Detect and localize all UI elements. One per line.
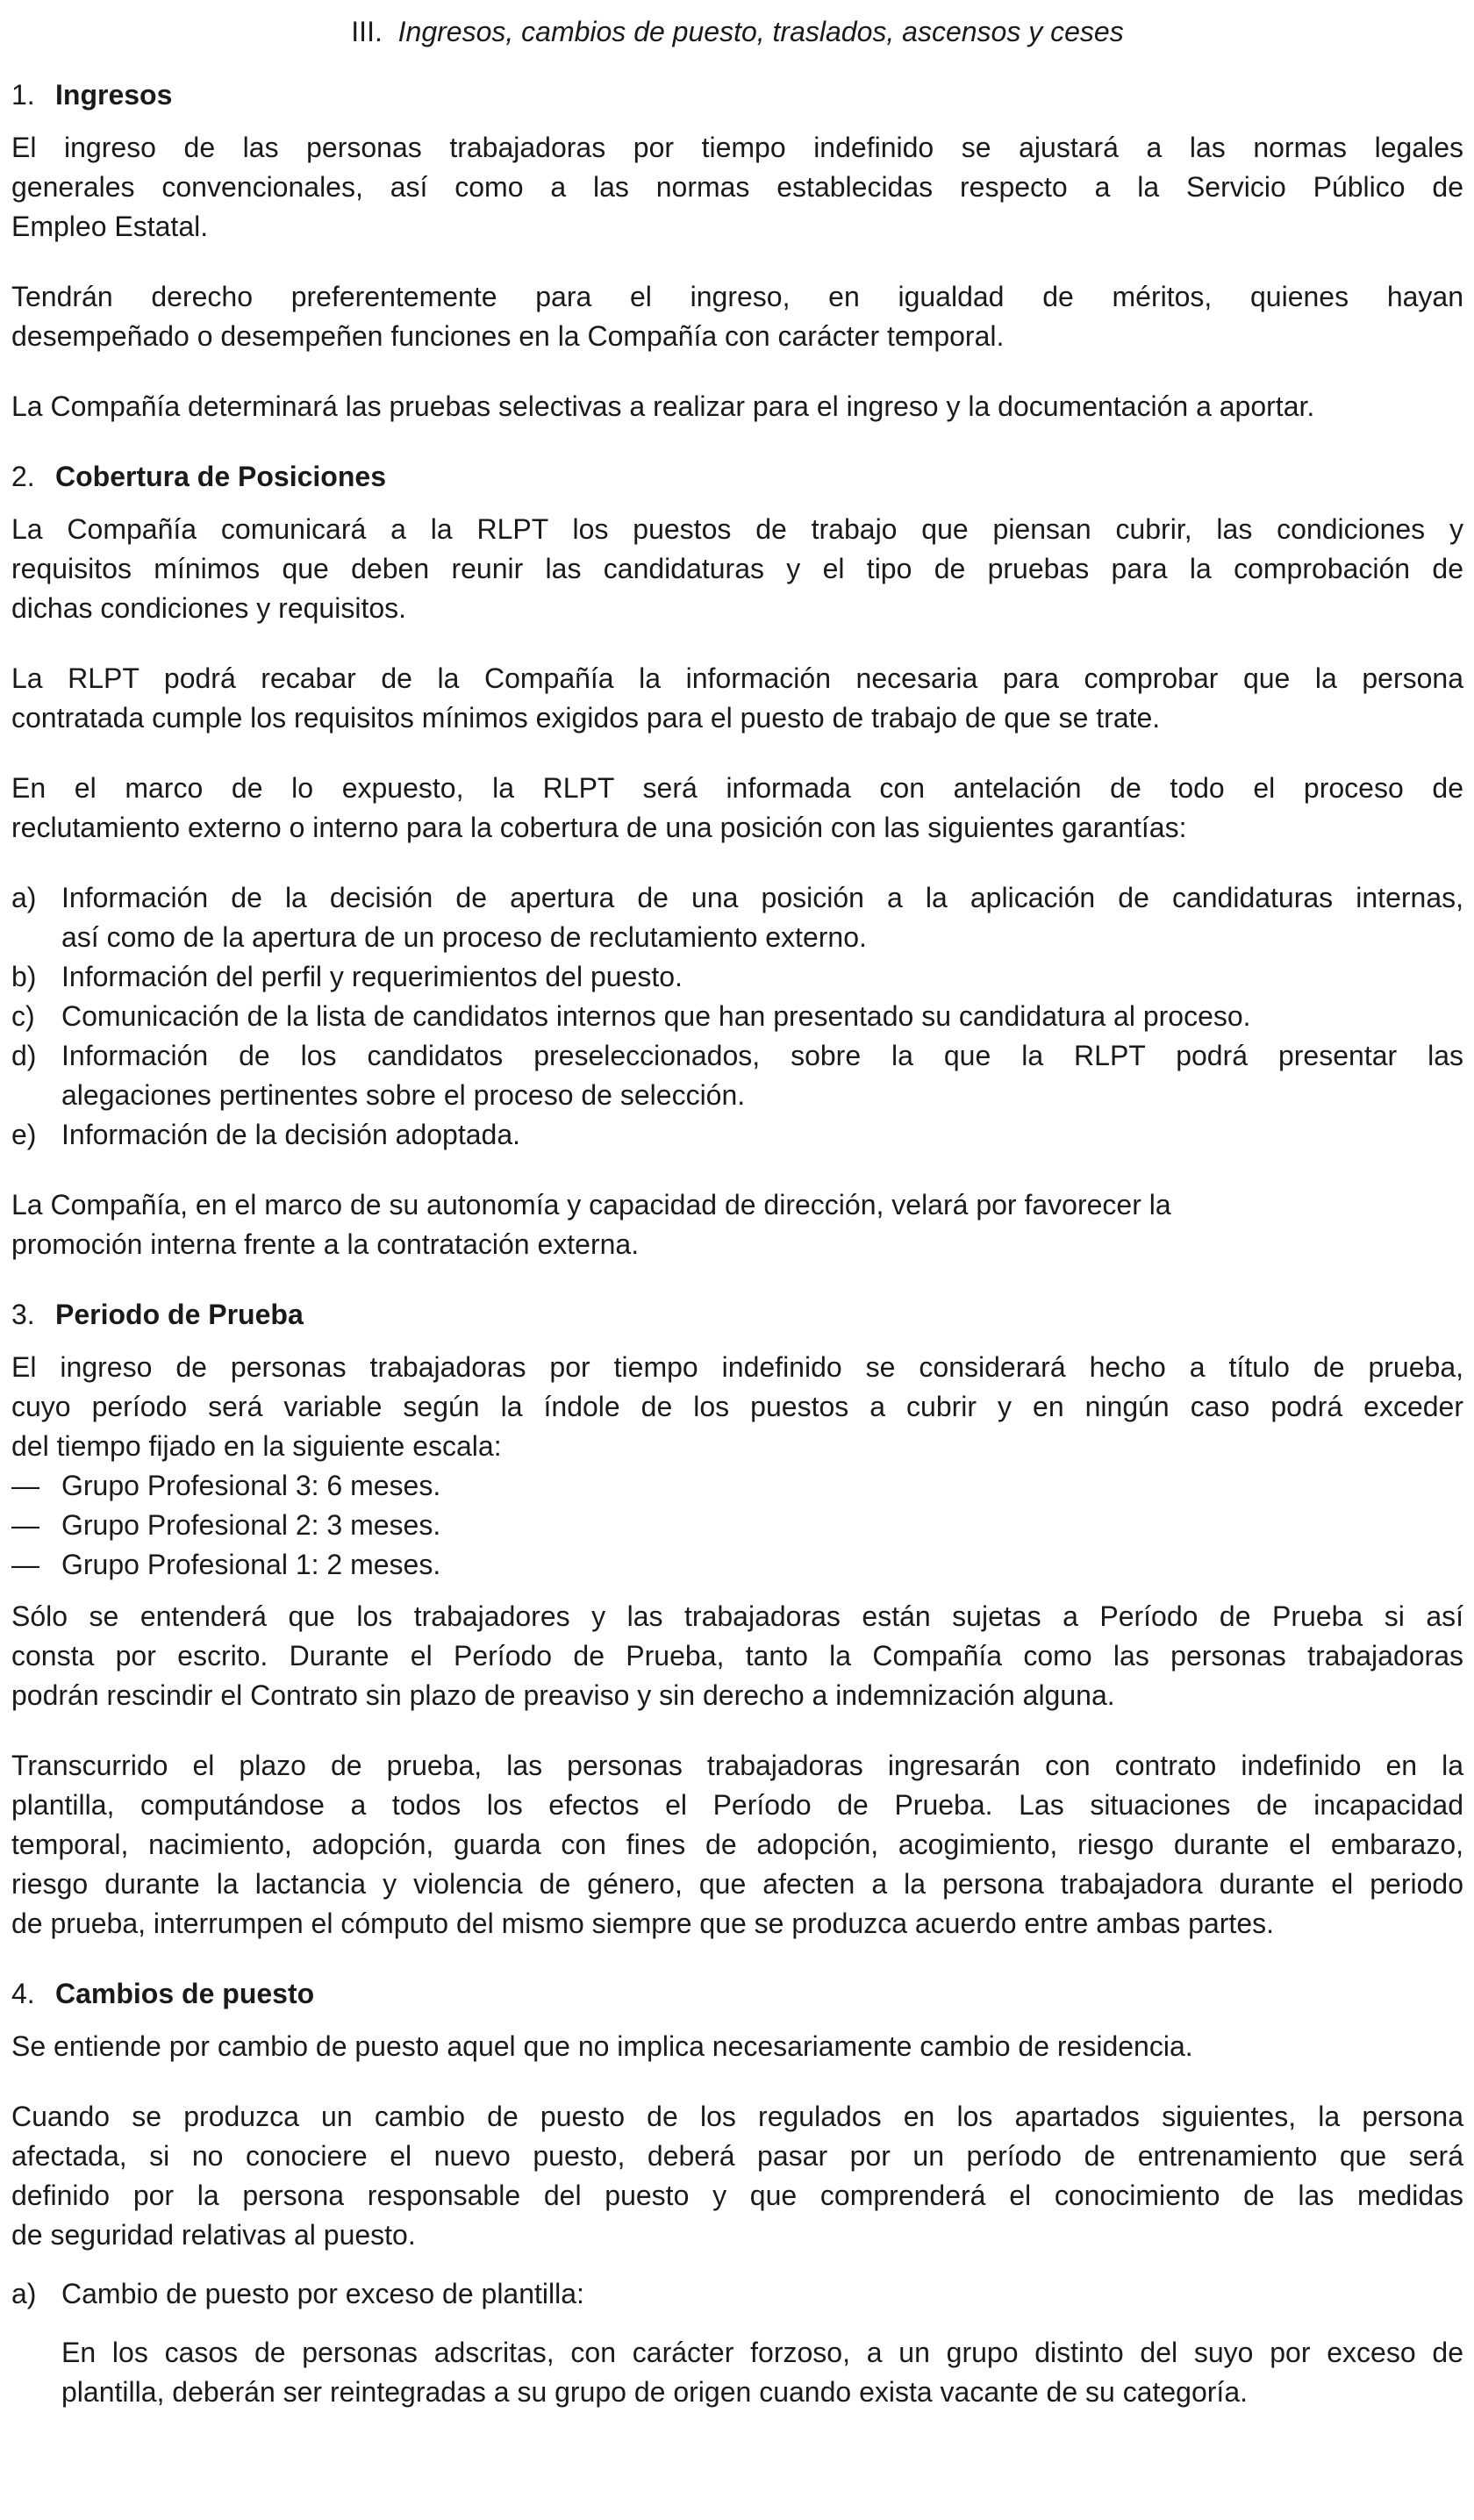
dash-list-item — [11, 1506, 1463, 1545]
text-line: Comunicación de la lista de candidatos internos que han presentado su candidatura al proceso. — [61, 1000, 1251, 1032]
list-label: a) — [11, 882, 37, 913]
list-label: b) — [11, 961, 37, 992]
text-line: Se entiende por cambio de puesto aquel que no implica necesariamente cambio de residencia. — [11, 2030, 1193, 2062]
text-line: así como de la apertura de un proceso de reclutamiento externo. — [61, 921, 867, 953]
section-number: 4. — [11, 1978, 35, 2009]
section-number: 1. — [11, 79, 35, 111]
text-line: La Compañía determinará las pruebas selectivas a realizar para el ingreso y la documentación a aportar. — [11, 390, 1315, 422]
text-line: plantilla, deberán ser reintegradas a su grupo de origen cuando exista vacante de su categoría. — [61, 2376, 1248, 2408]
text-line: La RLPT podrá recabar de la Compañía la información necesaria para comprobar que la persona — [11, 662, 1463, 694]
document-page — [11, 12, 1463, 2412]
text-line: afectada, si no conociere el nuevo puesto, deberá pasar por un período de entrenamiento que será — [11, 2140, 1463, 2172]
text-line: Transcurrido el plazo de prueba, las personas trabajadoras ingresarán con contrato indefinido en la — [11, 1750, 1463, 1781]
text-line: En el marco de lo expuesto, la RLPT será informada con antelación de todo el proceso de — [11, 772, 1463, 804]
text-line: Información del perfil y requerimientos del puesto. — [61, 961, 683, 992]
text-line: Cuando se produzca un cambio de puesto de los regulados en los apartados siguientes, la persona — [11, 2101, 1463, 2132]
paragraph — [11, 659, 1463, 738]
text-line: temporal, nacimiento, adopción, guarda con fines de adopción, acogimiento, riesgo durante el embarazo, — [11, 1829, 1463, 1860]
text-line: de prueba, interrumpen el cómputo del mismo siempre que se produzca acuerdo entre ambas partes. — [11, 1908, 1274, 1939]
probation-scale-list — [11, 1466, 1463, 1585]
chapter-roman: III. — [351, 16, 383, 47]
paragraph — [11, 277, 1463, 356]
text-line: dichas condiciones y requisitos. — [11, 592, 407, 624]
dash-marker: — — [11, 1470, 39, 1501]
section-heading-periodo-prueba — [11, 1295, 1463, 1335]
section-title: Periodo de Prueba — [55, 1299, 304, 1330]
paragraph — [11, 1185, 1463, 1264]
list-item — [11, 2274, 1463, 2314]
section-title: Ingresos — [55, 79, 173, 111]
text-line: reclutamiento externo o interno para la cobertura de una posición con las siguientes garantías: — [11, 812, 1187, 843]
dash-marker: — — [11, 1549, 39, 1580]
text-line: Información de la decisión adoptada. — [61, 1119, 521, 1150]
list-label: e) — [11, 1119, 37, 1150]
text-line: del tiempo fijado en la siguiente escala: — [11, 1430, 502, 1462]
paragraph — [11, 1597, 1463, 1715]
dash-list-item — [11, 1545, 1463, 1585]
list-item — [11, 1036, 1463, 1115]
paragraph — [11, 387, 1463, 426]
text-line: cuyo período será variable según la índole de los puestos a cubrir y en ningún caso podrá exceder — [11, 1391, 1463, 1422]
section-title: Cambios de puesto — [55, 1978, 315, 2009]
text-line: plantilla, computándose a todos los efectos el Período de Prueba. Las situaciones de incapacidad — [11, 1789, 1463, 1821]
section-number: 3. — [11, 1299, 35, 1330]
text-line: requisitos mínimos que deben reunir las candidaturas y el tipo de pruebas para la comprobación de — [11, 553, 1463, 584]
text-line: Empleo Estatal. — [11, 211, 209, 242]
list-item — [11, 997, 1463, 1036]
text-line: Cambio de puesto por exceso de plantilla: — [61, 2278, 584, 2309]
text-line: alegaciones pertinentes sobre el proceso de selección. — [61, 1079, 746, 1111]
list-label: c) — [11, 1000, 35, 1032]
text-line: podrán rescindir el Contrato sin plazo de preaviso y sin derecho a indemnización alguna. — [11, 1679, 1115, 1711]
paragraph — [11, 1348, 1463, 1466]
paragraph — [11, 769, 1463, 848]
paragraph — [11, 128, 1463, 247]
text-line: Información de los candidatos preseleccionados, sobre la que la RLPT podrá presentar las — [61, 1040, 1463, 1071]
text-line: desempeñado o desempeñen funciones en la Compañía con carácter temporal. — [11, 320, 1005, 352]
text-line: Grupo Profesional 3: 6 meses. — [61, 1470, 441, 1501]
section-heading-cambios-puesto — [11, 1974, 1463, 2014]
indented-paragraph — [11, 2333, 1463, 2412]
text-line: riesgo durante la lactancia y violencia de género, que afecten a la persona trabajadora durante el periodo — [11, 1868, 1463, 1900]
section-heading-cobertura — [11, 457, 1463, 497]
text-line: El ingreso de personas trabajadoras por tiempo indefinido se considerará hecho a título de prueba, — [11, 1351, 1463, 1383]
list-item — [11, 1115, 1463, 1155]
text-line: Grupo Profesional 2: 3 meses. — [61, 1509, 441, 1541]
list-item — [11, 957, 1463, 997]
text-line: Tendrán derecho preferentemente para el ingreso, en igualdad de méritos, quienes hayan — [11, 281, 1463, 312]
section-number: 2. — [11, 461, 35, 492]
paragraph — [11, 1746, 1463, 1944]
section-title: Cobertura de Posiciones — [55, 461, 386, 492]
chapter-title: Ingresos, cambios de puesto, traslados, ascensos y ceses — [397, 16, 1124, 47]
text-line: Información de la decisión de apertura de una posición a la aplicación de candidaturas internas, — [61, 882, 1463, 913]
list-item — [11, 878, 1463, 957]
paragraph — [11, 2027, 1463, 2066]
text-line: promoción interna frente a la contratación externa. — [11, 1228, 640, 1260]
text-line: El ingreso de las personas trabajadoras por tiempo indefinido se ajustará a las normas legales — [11, 132, 1463, 163]
text-line: contratada cumple los requisitos mínimos exigidos para el puesto de trabajo de que se trate. — [11, 702, 1161, 734]
text-line: de seguridad relativas al puesto. — [11, 2219, 416, 2251]
paragraph — [11, 2097, 1463, 2255]
dash-list-item — [11, 1466, 1463, 1506]
text-line: consta por escrito. Durante el Período de Prueba, tanto la Compañía como las personas trabajadoras — [11, 1640, 1463, 1672]
dash-marker: — — [11, 1509, 39, 1541]
text-line: definido por la persona responsable del puesto y que comprenderá el conocimiento de las medidas — [11, 2180, 1463, 2211]
paragraph — [11, 510, 1463, 628]
text-line: Sólo se entenderá que los trabajadores y las trabajadoras están sujetas a Período de Prueba si así — [11, 1600, 1463, 1632]
guarantees-list — [11, 878, 1463, 1155]
section-heading-ingresos — [11, 75, 1463, 115]
text-line: En los casos de personas adscritas, con carácter forzoso, a un grupo distinto del suyo por exceso de — [61, 2337, 1463, 2368]
list-label: d) — [11, 1040, 37, 1071]
list-label: a) — [11, 2278, 37, 2309]
text-line: La Compañía comunicará a la RLPT los puestos de trabajo que piensan cubrir, las condiciones y — [11, 513, 1463, 545]
text-line: Grupo Profesional 1: 2 meses. — [61, 1549, 441, 1580]
text-line: La Compañía, en el marco de su autonomía y capacidad de dirección, velará por favorecer la — [11, 1189, 1171, 1221]
text-line: generales convencionales, así como a las normas establecidas respecto a la Servicio Público de — [11, 171, 1463, 203]
chapter-heading — [11, 12, 1463, 52]
